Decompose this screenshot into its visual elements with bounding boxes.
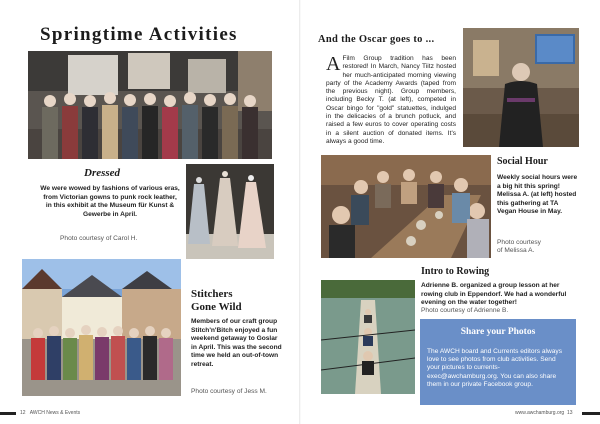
oscar-dropcap: A	[326, 53, 341, 75]
rowing-heading: Intro to Rowing	[421, 266, 490, 277]
stitchers-caption: Members of our craft group Stitch'n'Bitch enjoyed a fun weekend getaway to Goslar in April. This was the second time we held an out-of-town retreat.	[191, 318, 282, 368]
stitchers-credit: Photo courtesy of Jess M.	[191, 388, 267, 395]
page-number-left: 12	[20, 410, 26, 416]
footer-bar-right	[582, 412, 600, 415]
oscar-heading: And the Oscar goes to ...	[318, 34, 435, 45]
oscar-article	[326, 55, 456, 146]
social-hour-heading: Social Hour	[497, 156, 548, 167]
page-spine	[299, 0, 301, 424]
dresses-exhibit-photo	[186, 164, 274, 259]
footer-right	[515, 410, 573, 416]
museum-group-photo	[28, 51, 272, 159]
social-hour-photo	[321, 155, 491, 258]
social-credit-line1: Photo courtesy	[497, 239, 541, 246]
dressed-credit: Photo courtesy of Carol H.	[60, 235, 138, 242]
share-photos-box	[420, 319, 576, 405]
social-hour-credit	[497, 239, 579, 255]
dressed-heading: Dressed	[84, 167, 121, 179]
publication-name: AWCH News & Events	[29, 410, 81, 416]
social-hour-caption: Weekly social hours were a big hit this spring! Melissa A. (at left) hosted this gathering at TA Vegan House in May.	[497, 174, 578, 216]
rowing-credit: Photo courtesy of Adrienne B.	[421, 307, 509, 314]
footer-left	[20, 410, 80, 416]
goslar-group-photo	[22, 259, 181, 396]
dressed-caption: We were wowed by fashions of various eras, from Victorian gowns to punk rock leather, in this exhibit at the Museum für Kunst & Gewerbe in April.	[40, 185, 180, 218]
oscar-party-photo	[463, 28, 579, 147]
website-url: www.awchamburg.org	[515, 410, 565, 416]
footer-bar-left	[0, 412, 16, 415]
social-credit-line2: of Melissa A.	[497, 247, 535, 255]
share-photos-heading: Share your Photos	[460, 327, 536, 337]
page-number-right: 13	[566, 410, 573, 416]
rowing-caption: Adrienne B. organized a group lesson at her rowing club in Eppendorf. We had a wonderful evening on the water together!	[421, 282, 567, 307]
stitchers-heading	[191, 288, 242, 313]
oscar-body: Film Group tradition has been restored! In March, Nancy Tiitz hosted her much-anticipated morning viewing party of the Academy Awards (taped from the previous night). Group members, including Becky T. (at left), competed in Oscar bingo for "gold" statuettes, indulged in the delicacies of a brunch potluck, and raised a few euros to cover operating costs in a silent auction of donated items. It's always a good time.	[326, 55, 456, 145]
share-photos-text: The AWCH board and Currents editors always love to see photos from club activities. Send your pictures to currents-exec@awchamburg.org. You can also share them in our private Facebook group.	[427, 348, 562, 388]
rowing-photo	[321, 280, 415, 394]
stitchers-heading-line2: Gone Wild	[191, 300, 242, 313]
stitchers-heading-line1: Stitchers	[191, 288, 233, 300]
page-title: Springtime Activities	[40, 24, 238, 45]
